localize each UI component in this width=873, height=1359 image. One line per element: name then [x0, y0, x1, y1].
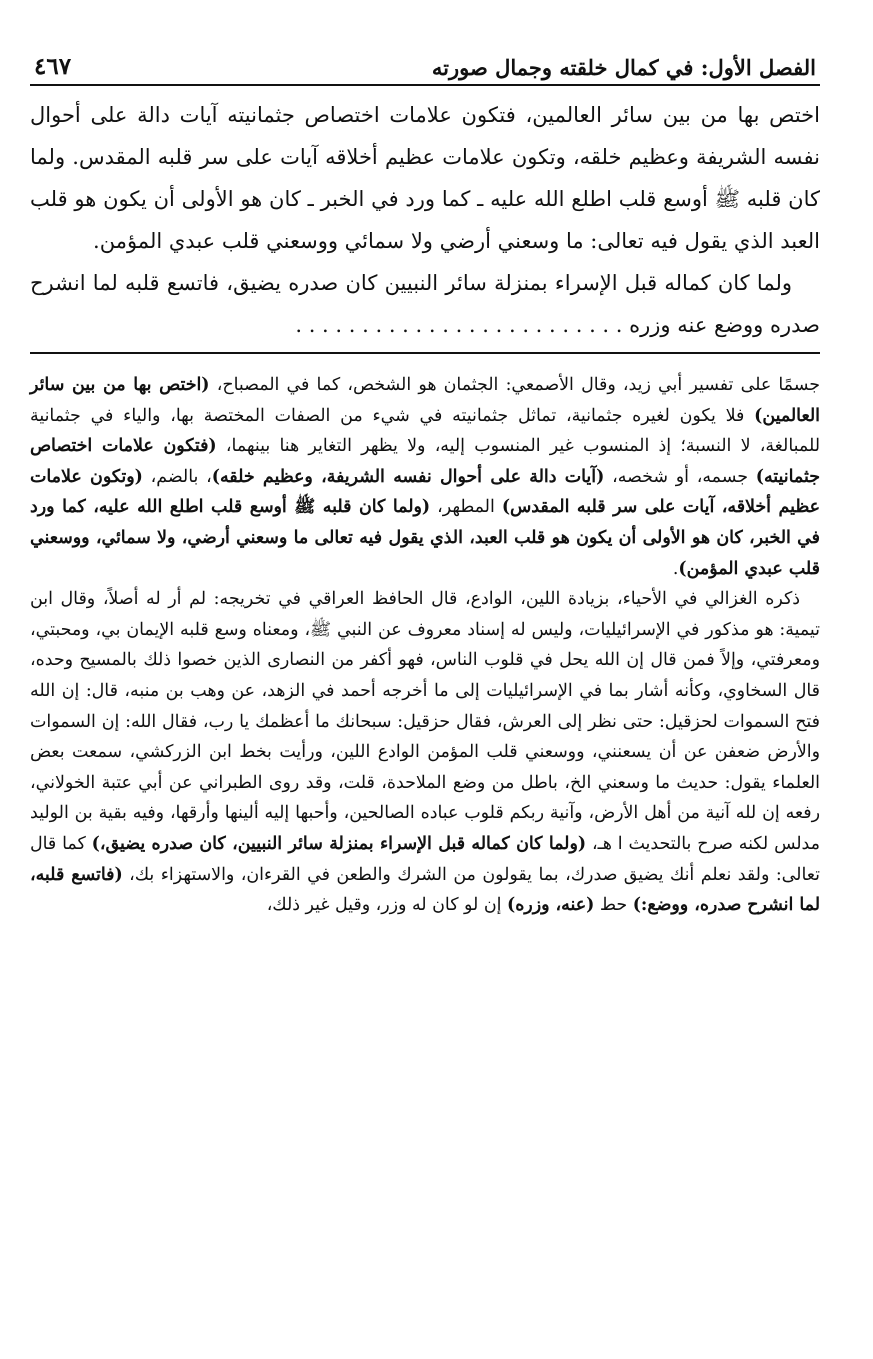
commentary-text: حط	[594, 895, 633, 916]
running-header	[30, 40, 820, 86]
chapter-title: الفصل الأول: في كمال خلقته وجمال صورته	[431, 55, 816, 80]
main-paragraph: ولما كان كماله قبل الإسراء بمنزلة سائر النبيين كان صدره يضيق، فاتسع قلبه لما انشرح صدره ووضع عنه وزره . . .	[30, 262, 820, 346]
matn-quote: (وتكون علامات عظيم أخلاقه، آيات على سر قلبه المقدس)	[30, 466, 821, 518]
matn-quote: (ولما كان كماله قبل الإسراء بمنزلة سائر النبيين، كان صدره يضيق،)	[91, 833, 587, 854]
matn-quote: (فتكون علامات اختصاص جثمانيته)	[30, 436, 820, 487]
matn-quote: (فاتسع قلبه، لما انشرح صدره، ووضع:)	[30, 864, 820, 916]
commentary-text: .	[672, 558, 679, 579]
commentary	[30, 370, 820, 921]
commentary-text: ، بالضم،	[142, 466, 212, 487]
commentary-paragraph	[30, 584, 820, 921]
commentary-text: إن لو كان له وزر، وقيل غير ذلك،	[266, 895, 507, 916]
main-paragraph: اختص بها من بين سائر العالمين، فتكون علامات اختصاص جثمانيته آيات دالة على أحوال نفسه الشريفة وعظيم خلقه، وتكون علامات عظيم أخلاقه آيات على سر قلبه المقدس. ولما كان قلبه ﷺ أوسع قلب اطلع الله عليه ـ كما ورد في الخبر ـ كان هو الأولى أن يكون هو قلب العبد الذي يقول فيه تعالى: ما وسعني أرضي ولا سمائي ووسعني قلب عبدي المؤمن.	[30, 103, 820, 253]
matn-quote: (آيات دالة على أحوال نفسه الشريفة، وعظيم خلقه)	[211, 466, 605, 487]
commentary-text: ذكره الغزالي في الأحياء، بزيادة اللين، الوادع، قال الحافظ العراقي في تخريجه: لم أر له أصلاً، وقال ابن تيمية: هو مذكور في الإسرائيليات، وليس له إسناد معروف عن النبي ﷺ، ومعناه وسع قلبه الإيمان بي، ومحبتي، ومعرفتي، وإلاً فمن قال إن الله يحل في قلوب الناس، فهو أكفر من النصارى الذين خصوا ذلك بالمسيح وحده، قال السخاوي، وكأنه أشار بما في الإسرائيليات إلى ما أخرجه أحمد في الزهد، عن وهب بن منبه، قال: إن الله فتح السموات لحزقيل: حتى نظر إلى العرش، فقال حزقيل: سبحانك ما أعظمك يا رب، فقال الله: إن السموات والأرض ضعفن عن أن يسعنني، ووسعني قلب المؤمن الوادع اللين، ورأيت بخط ابن الزركشي، سمعت بعض العلماء يقول: حديث ما وسعني الخ، باطل من وضع الملاحدة، قلت، وقد روى الطبراني عن أبي عتبة الخولاني، رفعه إن لله آنية من أهل الأرض، وآنية ربكم قلوب عباده الصالحين، وأحبها إليه ألينها وأرقها، وفيه بقية بن الوليد مدلس لكنه صرح بالتحديث ا هـ،	[30, 589, 821, 854]
matn-quote: (ولما كان قلبه ﷺ أوسع قلب اطلع الله عليه، كما ورد في الخبر، كان هو الأولى أن يكون هو قلب العبد، الذي يقول فيه تعالى ما وسعني أرضي، ولا سمائي، ووسعني قلب عبدي المؤمن)	[30, 497, 820, 579]
text-divider	[30, 352, 820, 354]
main-text	[30, 94, 820, 346]
commentary-text: كما قال تعالى: ولقد نعلم أنك يضيق صدرك، بما يقولون من الشرك والطعن في القرءان، والاستهزاء بك،	[30, 833, 820, 885]
commentary-text: جسمه، أو شخصه،	[604, 466, 756, 487]
commentary-text: فلا يكون لغيره جثمانية، تماثل جثمانيته في شيء من الصفات المختصة بها، والياء في جثمانية للمبالغة، لا النسبة؛ إذ المنسوب غير المنسوب إليه، ولا يظهر التغاير هنا بينهما،	[30, 405, 821, 457]
page-number: ٤٦٧	[34, 53, 72, 80]
commentary-paragraph	[30, 370, 820, 584]
commentary-text: المطهر،	[430, 497, 502, 518]
book-page	[30, 40, 820, 921]
matn-quote: (عنه، وزره)	[506, 895, 595, 916]
matn-quote: (اختص بها من بين سائر العالمين)	[30, 375, 820, 426]
commentary-text: جسمًا على تفسير أبي زيد، وقال الأصمعي: الجثمان هو الشخص، كما في المصباح،	[209, 375, 821, 395]
